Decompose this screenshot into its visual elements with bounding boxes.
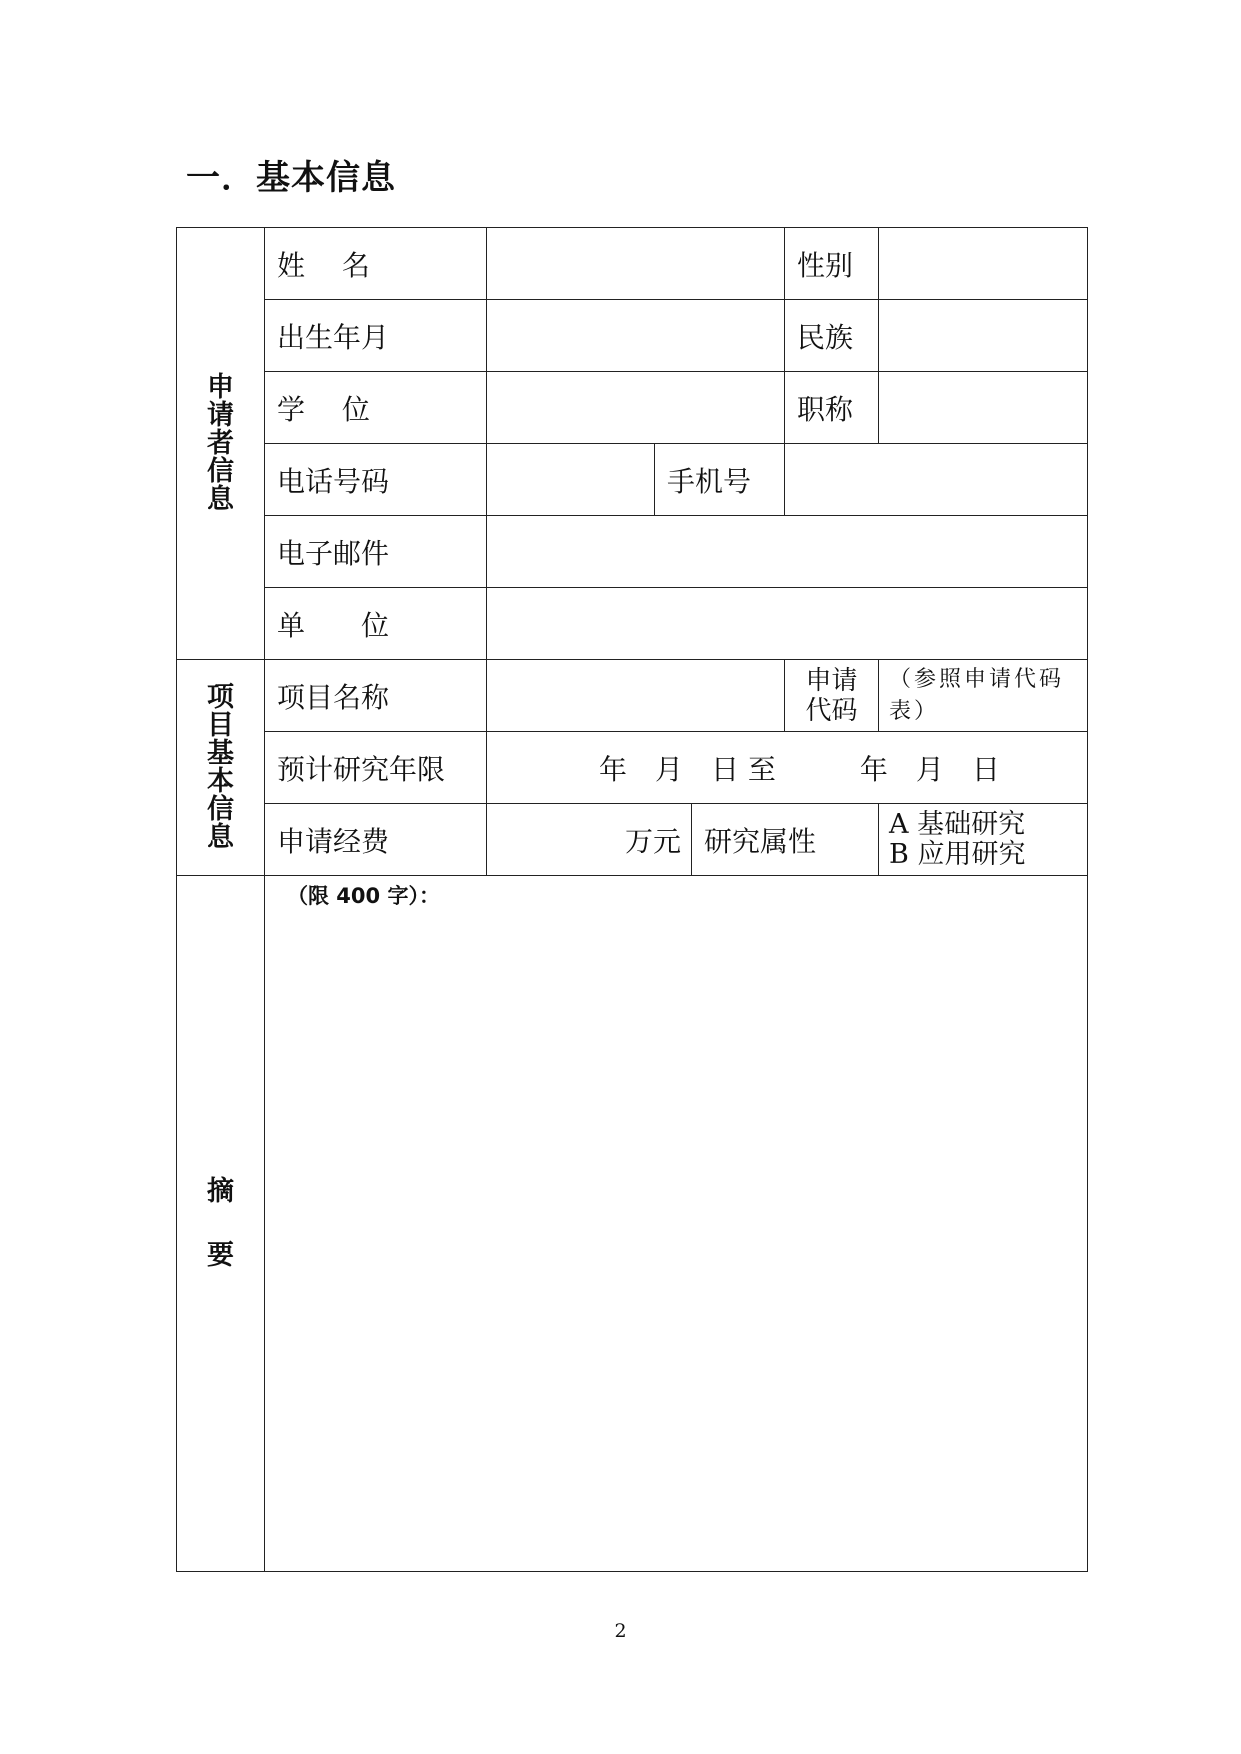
code-label-text: 申请代码 bbox=[805, 665, 858, 726]
email-field[interactable] bbox=[487, 516, 1088, 588]
attribute-options[interactable] bbox=[879, 804, 1088, 876]
phone-label: 电话号码 bbox=[265, 444, 487, 516]
name-label: 姓 名 bbox=[265, 228, 487, 300]
funding-unit: 万元 bbox=[624, 824, 681, 858]
title-field[interactable] bbox=[879, 372, 1088, 444]
code-note: （参照申请代码表） bbox=[879, 660, 1088, 732]
abstract-hint: （限 400 字）： bbox=[287, 884, 440, 908]
basic-info-form bbox=[176, 227, 1088, 1572]
birth-label: 出生年月 bbox=[265, 300, 487, 372]
mobile-field[interactable] bbox=[785, 444, 1088, 516]
title-label: 职称 bbox=[785, 372, 879, 444]
gender-label: 性别 bbox=[785, 228, 879, 300]
degree-field[interactable] bbox=[487, 372, 785, 444]
ethnicity-field[interactable] bbox=[879, 300, 1088, 372]
name-field[interactable] bbox=[487, 228, 785, 300]
degree-label: 学 位 bbox=[265, 372, 487, 444]
section-heading: 一．基本信息 bbox=[186, 158, 396, 198]
attribute-option-a[interactable]: A 基础研究 bbox=[889, 808, 1026, 840]
funding-label: 申请经费 bbox=[265, 804, 487, 876]
project-section-label: 项目基本信息 bbox=[207, 681, 234, 853]
abstract-field[interactable] bbox=[265, 876, 1088, 1572]
attribute-label: 研究属性 bbox=[692, 804, 879, 876]
email-label: 电子邮件 bbox=[265, 516, 487, 588]
phone-field[interactable] bbox=[487, 444, 655, 516]
gender-field[interactable] bbox=[879, 228, 1088, 300]
project-name-field[interactable] bbox=[487, 660, 785, 732]
code-label bbox=[785, 660, 879, 732]
mobile-label: 手机号 bbox=[655, 444, 785, 516]
abstract-label bbox=[206, 1176, 236, 1272]
attribute-option-b[interactable]: B 应用研究 bbox=[889, 838, 1026, 870]
abstract-label-bottom: 要 bbox=[207, 1239, 234, 1271]
project-section-label-cell bbox=[177, 660, 265, 876]
applicant-section-label: 申请者信息 bbox=[207, 371, 234, 515]
abstract-label-cell bbox=[177, 876, 265, 1572]
page-number: 2 bbox=[614, 1620, 627, 1642]
funding-field[interactable] bbox=[487, 804, 692, 876]
project-name-label: 项目名称 bbox=[265, 660, 487, 732]
period-field[interactable]: 年 月 日 至 年 月 日 bbox=[487, 732, 1088, 804]
abstract-label-top: 摘 bbox=[207, 1175, 234, 1207]
applicant-section-label-cell bbox=[177, 228, 265, 660]
period-label: 预计研究年限 bbox=[265, 732, 487, 804]
unit-label: 单 位 bbox=[265, 588, 487, 660]
unit-field[interactable] bbox=[487, 588, 1088, 660]
birth-field[interactable] bbox=[487, 300, 785, 372]
ethnicity-label: 民族 bbox=[785, 300, 879, 372]
